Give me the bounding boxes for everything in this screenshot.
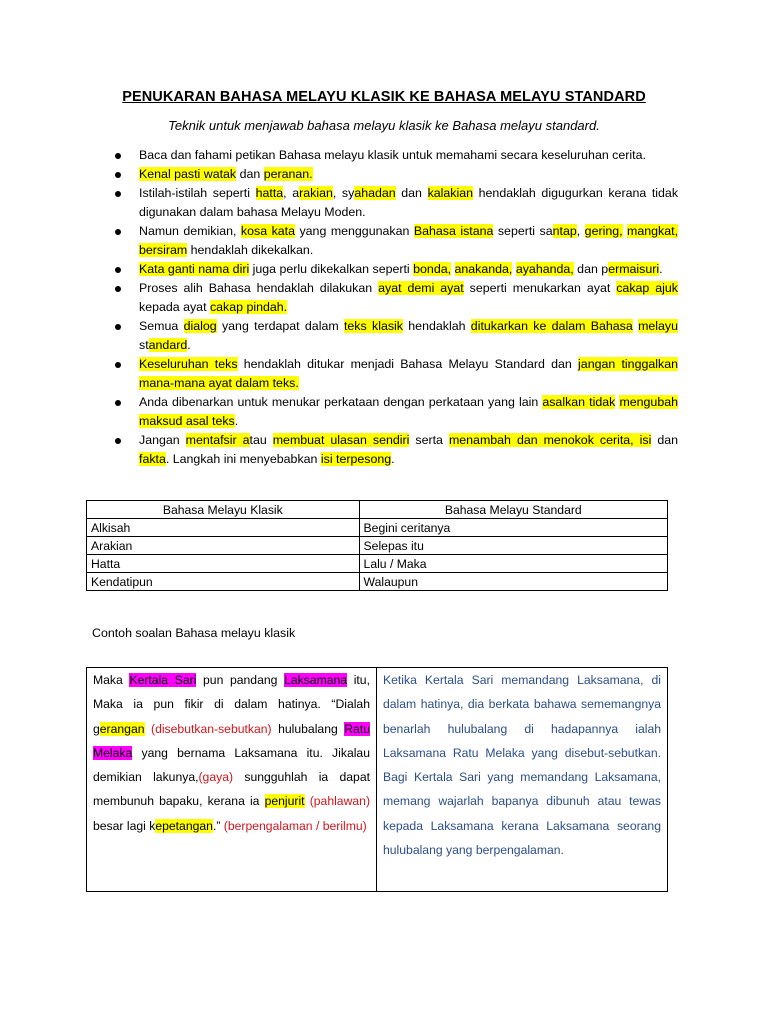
text-run: yang menggunakan (295, 224, 414, 238)
list-item (112, 165, 678, 184)
text-run: dan (651, 433, 678, 447)
text-run: seperti sa (493, 224, 553, 238)
text-run: Maka (93, 673, 130, 687)
highlighted-text: penjurit (264, 794, 305, 809)
text-run: yang terdapat dalam (216, 319, 344, 333)
text-run: seperti menukarkan ayat (463, 281, 617, 295)
text-run: Namun demikian, (139, 224, 241, 238)
text-run: , (576, 224, 585, 238)
example-klasik-text (87, 668, 377, 891)
text-run: Semua (139, 319, 184, 333)
highlighted-text: asalkan tidak (542, 395, 616, 409)
table-cell-klasik: Hatta (87, 555, 360, 573)
highlighted-text: epetangan (155, 818, 213, 833)
bullet-icon (115, 229, 121, 235)
magenta-highlighted-text: Kertala Sari (129, 673, 197, 687)
highlighted-text: erangan (99, 721, 145, 736)
highlighted-text: jangan tinggalkan (578, 357, 678, 371)
highlighted-text: andard (148, 338, 188, 352)
table-cell-standard: Selepas itu (359, 537, 667, 555)
highlighted-text: mangkat, bersiram (139, 224, 679, 257)
table-cell-klasik: Kendatipun (87, 573, 360, 591)
text-run: Anda dibenarkan untuk menukar perkataan dengan perkataan yang lain (139, 395, 543, 409)
text-run: .” (212, 818, 224, 833)
text-run: hulubalang (271, 721, 345, 736)
highlighted-text: mana-mana ayat dalam teks. (139, 376, 299, 390)
annotation-text: (pahlawan) (309, 794, 370, 809)
vocabulary-table (86, 500, 668, 591)
highlighted-text: melayu (638, 319, 679, 333)
list-item (112, 222, 678, 260)
highlighted-text: fakta (139, 452, 166, 466)
highlighted-text: ahadan (354, 186, 396, 200)
text-run: Proses alih Bahasa hendaklah dilakukan (139, 281, 379, 295)
highlighted-text: mengubah maksud asal teks (139, 395, 678, 428)
text-run: st (139, 338, 149, 352)
text-run: hendaklah digugurkan kerana tidak digunakan dalam bahasa Melayu Moden. (139, 186, 679, 219)
text-run: dan (395, 186, 428, 200)
list-item (112, 146, 678, 165)
list-item (112, 260, 678, 279)
bullet-icon (115, 362, 121, 368)
example-box (86, 667, 668, 892)
bullet-icon (115, 438, 121, 444)
text-run: . (234, 414, 239, 428)
text-run: . (659, 262, 663, 276)
highlighted-text: mentafsir a (185, 433, 250, 447)
text-run: . Langkah ini menyebabkan (165, 452, 321, 466)
text-run: yang bernama Laksamana itu. Jikalau demikian lakunya, (93, 745, 370, 785)
text-run: hendaklah dikekalkan. (187, 243, 314, 257)
list-item (112, 317, 678, 355)
text-run: itu, Maka ia pun fikir di dalam hatinya. “Dialah g (93, 673, 370, 736)
magenta-highlighted-text: Ratu Melaka (93, 721, 370, 760)
text-run: dan (236, 167, 264, 181)
example-heading: Contoh soalan Bahasa melayu klasik (92, 626, 296, 640)
annotation-text: (disebutkan-sebutkan) (151, 721, 272, 736)
highlighted-text: rakian (299, 186, 333, 200)
text-run: , a (283, 186, 300, 200)
highlighted-text: cakap pindah. (209, 300, 288, 314)
highlighted-text: Kata ganti nama diri (139, 262, 250, 276)
bullet-icon (115, 191, 121, 197)
bullet-icon (115, 153, 121, 159)
magenta-highlighted-text: Laksamana (284, 673, 348, 687)
table-cell-standard: Begini ceritanya (359, 519, 667, 537)
highlighted-text: anakanda, (454, 262, 513, 276)
example-klasik-paragraph (93, 668, 370, 838)
highlighted-text: peranan. (263, 167, 313, 181)
list-item (112, 431, 678, 469)
highlighted-text: ayahanda, (515, 262, 574, 276)
list-item (112, 355, 678, 393)
text-run: . (187, 338, 191, 352)
text-run: hendaklah ditukar menjadi Bahasa Melayu Standard dan (237, 357, 579, 371)
highlighted-text: membuat ulasan sendiri (272, 433, 410, 447)
table-header-cell: Bahasa Melayu Klasik (87, 501, 360, 519)
table-header-row (87, 501, 668, 519)
bullet-icon (115, 267, 121, 273)
highlighted-text: cakap ajuk (616, 281, 678, 295)
text-run: besar lagi k (93, 818, 156, 833)
table-cell-klasik: Arakian (87, 537, 360, 555)
table-row (87, 519, 668, 537)
highlighted-text: Kenal pasti watak (139, 167, 237, 181)
text-run: , sy (332, 186, 355, 200)
highlighted-text: dialog (183, 319, 217, 333)
text-run (451, 262, 454, 276)
text-run: kepada ayat (139, 300, 210, 314)
text-run: Baca dan fahami petikan Bahasa melayu klasik untuk memahami secara keseluruhan cerita. (139, 148, 646, 162)
text-run: sungguhlah ia dapat membunuh bapaku, kerana ia (93, 770, 370, 809)
highlighted-text: ditukarkan ke dalam Bahasa (470, 319, 633, 333)
highlighted-text: ayat demi ayat (378, 281, 464, 295)
highlighted-text: kosa kata (240, 224, 295, 238)
page-title: PENUKARAN BAHASA MELAYU KLASIK KE BAHASA MELAYU STANDARD (122, 89, 646, 105)
bullet-icon (115, 324, 121, 330)
list-item (112, 279, 678, 317)
highlighted-text: Keseluruhan teks (139, 357, 238, 371)
bullet-icon (115, 172, 121, 178)
text-run: hendaklah (402, 319, 471, 333)
text-run: Istilah-istilah seperti (139, 186, 256, 200)
list-item (112, 393, 678, 431)
text-run: tau (249, 433, 273, 447)
table-row (87, 537, 668, 555)
highlighted-text: menambah dan menokok cerita, isi (448, 433, 652, 447)
highlighted-text: hatta (255, 186, 284, 200)
table-row (87, 573, 668, 591)
text-run: pun pandang (196, 673, 285, 687)
highlighted-text: Bahasa istana (413, 224, 494, 238)
text-run: dan p (573, 262, 609, 276)
table-row (87, 555, 668, 573)
text-run: Jangan (139, 433, 186, 447)
example-standard-text (377, 668, 667, 891)
list-item (112, 184, 678, 222)
highlighted-text: ermaisuri (608, 262, 660, 276)
highlighted-text: gering, (584, 224, 623, 238)
page-subtitle: Teknik untuk menjawab bahasa melayu klasik ke Bahasa melayu standard. (168, 118, 600, 133)
table-cell-standard: Lalu / Maka (359, 555, 667, 573)
table-cell-klasik: Alkisah (87, 519, 360, 537)
bullet-icon (115, 400, 121, 406)
highlighted-text: teks klasik (343, 319, 403, 333)
highlighted-text: kalakian (427, 186, 474, 200)
highlighted-text: bonda, (413, 262, 452, 276)
highlighted-text: isi terpesong (320, 452, 392, 466)
technique-list (112, 146, 678, 469)
text-run: juga perlu dikekalkan seperti (249, 262, 414, 276)
bullet-icon (115, 286, 121, 292)
annotation-text: (berpengalaman / berilmu) (223, 818, 367, 833)
text-run: . (391, 452, 395, 466)
text-run: serta (409, 433, 449, 447)
table-cell-standard: Walaupun (359, 573, 667, 591)
example-standard-paragraph: Ketika Kertala Sari memandang Laksamana, di dalam hatinya, dia berkata bahawa sememangnya benarlah hulubalang di hadapannya ialah Laksamana Ratu Melaka yang disebut-sebutkan. Bagi Kertala Sari yang memandang Laksamana, memang wajarlah bapanya dibunuh atau tewas kepada Laksamana kerana Laksamana seorang hulubalang yang berpengalaman. (383, 673, 661, 858)
annotation-text: (gaya) (198, 770, 234, 785)
table-header-cell: Bahasa Melayu Standard (359, 501, 667, 519)
highlighted-text: ntap (552, 224, 577, 238)
